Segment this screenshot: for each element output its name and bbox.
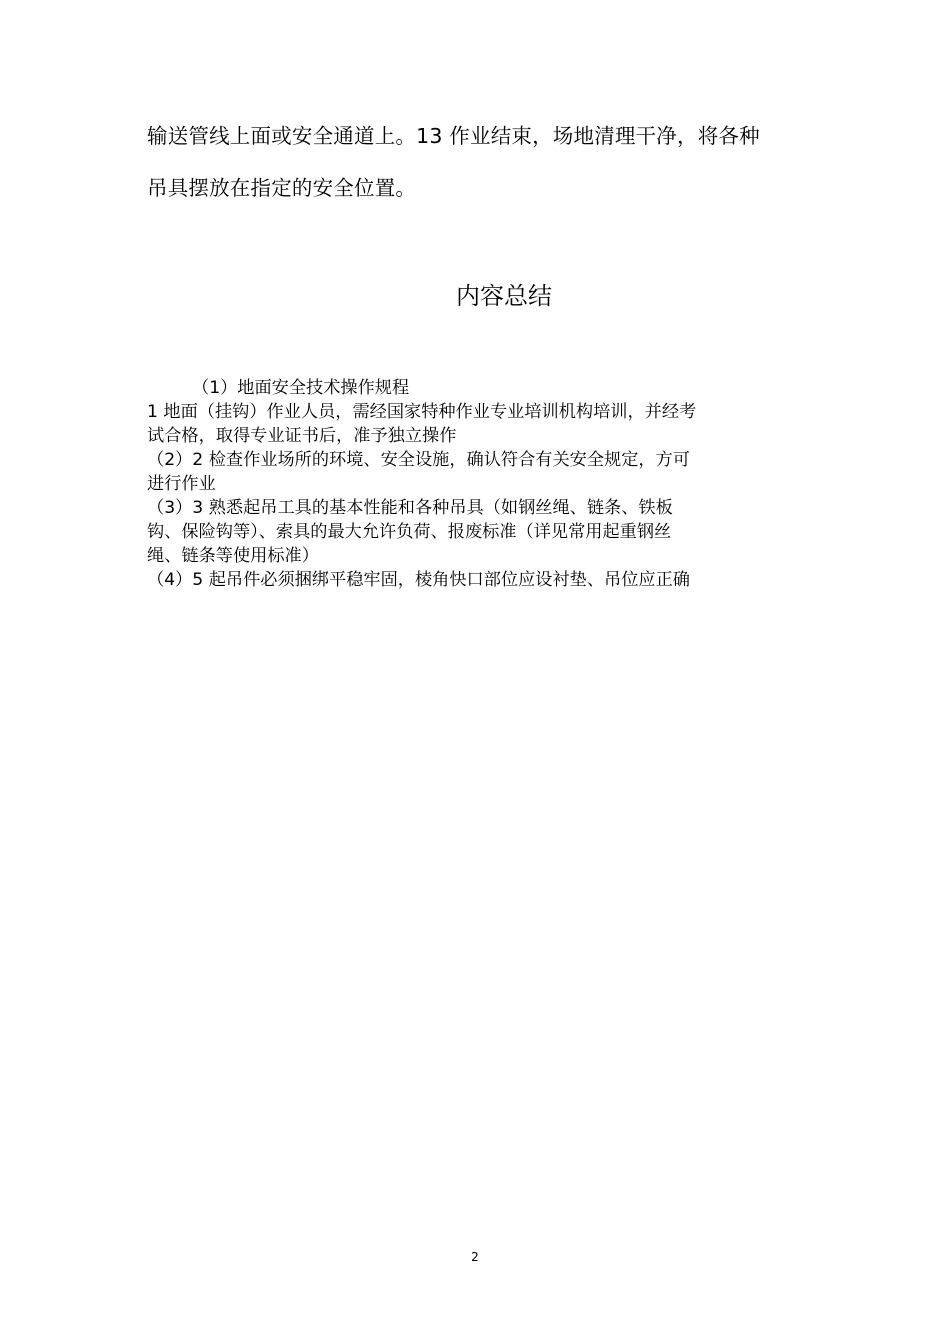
page-number: 2 xyxy=(471,1250,479,1264)
summary-line: 试合格，取得专业证书后，准予独立操作 xyxy=(147,426,457,446)
summary-line: 1 地面（挂钩）作业人员，需经国家特种作业专业培训机构培训，并经考 xyxy=(147,402,697,422)
summary-line: （2）2 检查作业场所的环境、安全设施，确认符合有关安全规定，方可 xyxy=(147,450,690,470)
summary-line: 钩、保险钩等）、索具的最大允许负荷、报废标准（详见常用起重钢丝 xyxy=(147,522,672,542)
summary-heading: 内容总结 xyxy=(456,282,552,310)
summary-line: 绳、链条等使用标准） xyxy=(147,546,319,566)
summary-body xyxy=(147,376,827,592)
summary-line: （3）3 熟悉起吊工具的基本性能和各种吊具（如钢丝绳、链条、铁板 xyxy=(147,498,673,518)
paragraph-line: 输送管线上面或安全通道上。13 作业结束，场地清理干净，将各种 xyxy=(147,124,760,148)
summary-line: 进行作业 xyxy=(147,474,216,494)
summary-line: （4）5 起吊件必须捆绑平稳牢固，棱角快口部位应设衬垫、吊位应正确 xyxy=(147,570,690,590)
summary-line: （1）地面安全技术操作规程 xyxy=(192,378,410,398)
paragraph-line: 吊具摆放在指定的安全位置。 xyxy=(147,176,417,200)
